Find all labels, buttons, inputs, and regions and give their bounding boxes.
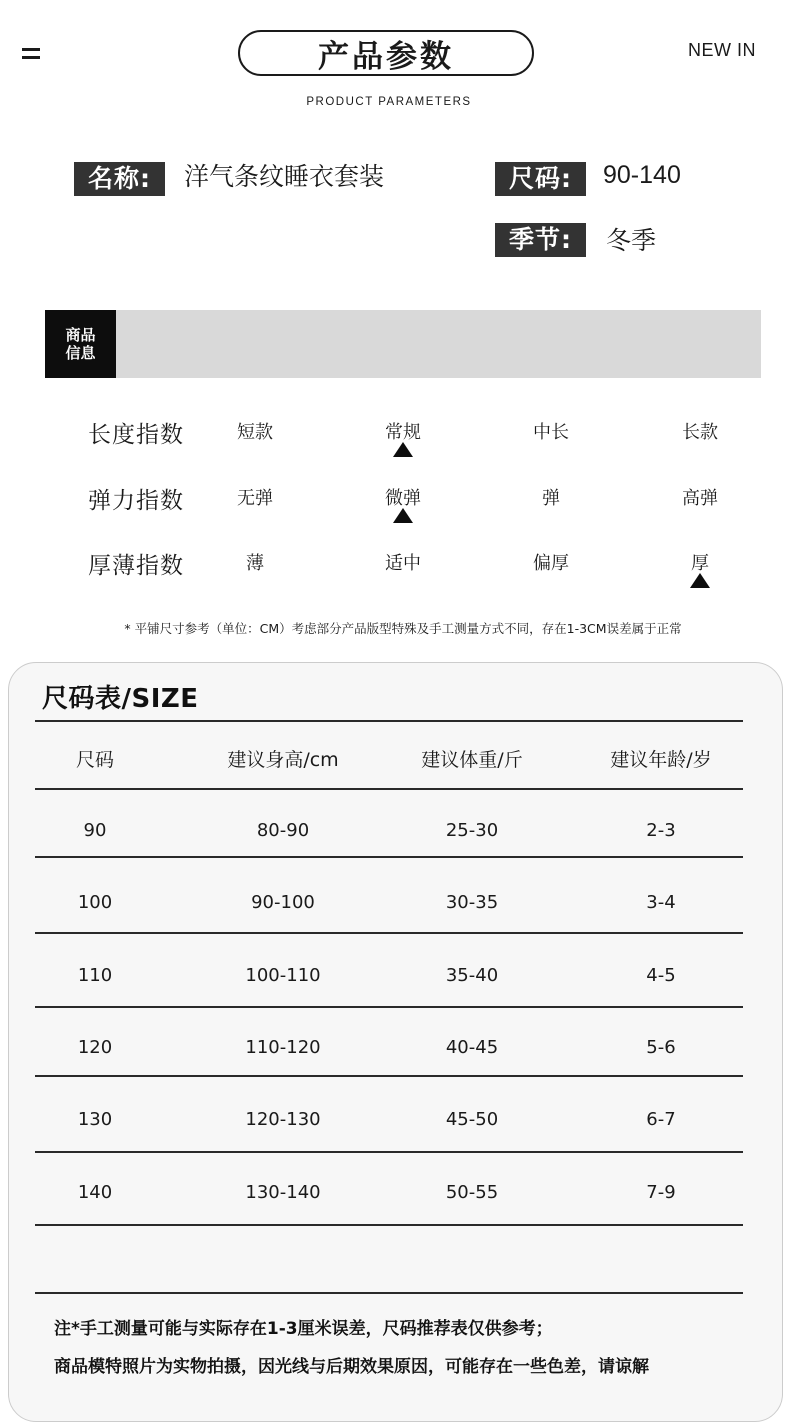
table-divider (35, 788, 743, 790)
index-option: 中长 (533, 422, 569, 443)
table-cell: 2-3 (646, 820, 676, 841)
index-option: 常规 (385, 422, 421, 443)
table-cell: 100 (77, 892, 113, 913)
page-subtitle: PRODUCT PARAMETERS (306, 96, 472, 108)
menu-icon[interactable] (22, 48, 40, 60)
table-cell: 3-4 (646, 892, 676, 913)
table-cell: 45-50 (445, 1109, 499, 1130)
table-cell: 35-40 (445, 965, 499, 986)
size-label: 尺码: (495, 162, 586, 196)
size-table-title: 尺码表/SIZE (42, 684, 199, 714)
table-divider (35, 1224, 743, 1226)
index-option: 薄 (246, 553, 264, 574)
index-label: 厚薄指数 (88, 553, 184, 579)
page-title: 产品参数 (238, 30, 534, 76)
measure-note: * 平铺尺寸参考（单位：CM）考虑部分产品版型特殊及手工测量方式不同，存在1-3CM误差属于正常 (124, 621, 682, 636)
table-cell: 4-5 (646, 965, 676, 986)
selected-marker-icon (393, 442, 413, 457)
table-cell: 140 (77, 1182, 113, 1203)
index-option: 短款 (237, 422, 273, 443)
table-divider (35, 1075, 743, 1077)
new-in-link[interactable]: NEW IN (688, 40, 756, 60)
table-cell: 30-35 (445, 892, 499, 913)
table-header-cell: 建议体重/斤 (421, 749, 523, 771)
table-cell: 100-110 (245, 965, 321, 986)
table-cell: 6-7 (646, 1109, 676, 1130)
index-option: 长款 (682, 422, 718, 443)
footnote-1: 注*手工测量可能与实际存在1-3厘米误差，尺码推荐表仅供参考； (54, 1319, 553, 1339)
footnote-2: 商品模特照片为实物拍摄，因光线与后期效果原因，可能存在一些色差，请谅解 (54, 1357, 649, 1377)
table-divider (35, 1292, 743, 1294)
index-option: 厚 (691, 553, 709, 574)
table-cell: 25-30 (445, 820, 499, 841)
table-cell: 120 (77, 1037, 113, 1058)
table-cell: 130 (77, 1109, 113, 1130)
index-option: 高弹 (682, 488, 718, 509)
season-label: 季节: (495, 223, 586, 257)
season-value: 冬季 (606, 226, 657, 255)
table-cell: 120-130 (245, 1109, 321, 1130)
table-header-cell: 尺码 (75, 749, 114, 771)
banner-label-line-2: 信息 (65, 344, 96, 362)
index-option: 适中 (385, 553, 421, 574)
index-option: 偏厚 (533, 553, 569, 574)
banner-label-line-1: 商品 (65, 326, 96, 344)
table-cell: 80-90 (256, 820, 310, 841)
table-cell: 50-55 (445, 1182, 499, 1203)
index-option: 无弹 (237, 488, 273, 509)
name-label: 名称: (74, 162, 165, 196)
selected-marker-icon (690, 573, 710, 588)
table-divider (35, 1006, 743, 1008)
table-cell: 110 (77, 965, 113, 986)
table-header-cell: 建议身高/cm (227, 749, 339, 771)
table-cell: 110-120 (245, 1037, 321, 1058)
table-cell: 7-9 (646, 1182, 676, 1203)
index-label: 长度指数 (88, 422, 184, 448)
table-divider (35, 932, 743, 934)
table-cell: 90-100 (251, 892, 315, 913)
table-divider (35, 856, 743, 858)
table-divider (35, 1151, 743, 1153)
index-option: 微弹 (385, 488, 421, 509)
index-option: 弹 (542, 488, 560, 509)
selected-marker-icon (393, 508, 413, 523)
table-cell: 40-45 (445, 1037, 499, 1058)
table-cell: 5-6 (646, 1037, 676, 1058)
section-banner-label (45, 310, 116, 378)
name-value: 洋气条纹睡衣套装 (184, 162, 385, 191)
table-header-cell: 建议年龄/岁 (610, 749, 712, 771)
table-divider (35, 720, 743, 722)
table-cell: 130-140 (245, 1182, 321, 1203)
section-banner (116, 310, 761, 378)
size-value: 90-140 (603, 161, 681, 189)
table-cell: 90 (83, 820, 107, 841)
index-label: 弹力指数 (88, 488, 184, 514)
